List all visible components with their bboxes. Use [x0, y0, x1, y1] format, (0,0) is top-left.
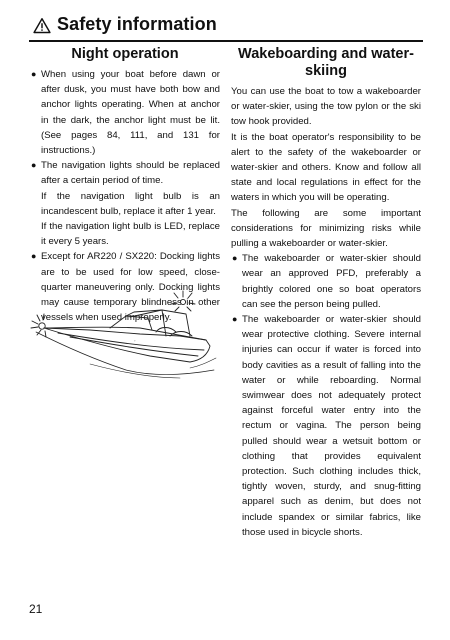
anchor-light-icon	[171, 291, 195, 311]
boat-illustration	[30, 288, 220, 380]
warning-triangle-icon	[33, 17, 51, 34]
wakeboarding-title: Wakeboarding and water-skiing	[238, 46, 414, 79]
section-header	[29, 14, 423, 42]
wakeboarding-section	[231, 46, 421, 540]
bullet-icon: ●	[31, 69, 37, 79]
paragraph: The following are some important considerations for minimizing risks while pulling a wakeboarder or water-skier.	[231, 207, 421, 250]
list-item: ● The wakeboarder or water-skier should wear an approved PFD, preferably a brightly colored one so boat operators can see the person being pulled.	[232, 253, 421, 310]
bullet-icon: ●	[31, 251, 37, 262]
night-operation-title: Night operation	[71, 46, 179, 62]
list-item-note: If the navigation light bulb is an incandescent bulb, replace it after 1 year.	[41, 190, 220, 217]
list-item: ● The navigation lights should be replaced after a certain period of time.	[31, 160, 220, 187]
paragraph: You can use the boat to tow a wakeboarder or water-skier, using the tow pylon or the ski tow hook provided.	[231, 86, 421, 128]
svg-text:◦: ◦	[134, 338, 136, 343]
list-item: ● When using your boat before dawn or after dusk, you must have both bow and anchor lights operating. When at anchor in the dark, the anchor light must be lit. (See pages 84, 111, and 131 for instructions.)	[31, 69, 220, 157]
bullet-icon: ●	[31, 160, 37, 171]
paragraph: It is the boat operator's responsibility to be alert to the safety of the wakeboarder or water-skier and others. Know and follow all state and local regulations in effect for the waters in which you will be operating.	[231, 131, 421, 204]
list-item: ● Except for AR220 / SX220: Docking lights are to be used for low speed, close-quarter maneuvering only. Docking lights may cause temporary blindness in other vessels when used improperly.	[31, 251, 220, 324]
bullet-icon: ●	[232, 253, 238, 264]
page-title: Safety information	[57, 14, 217, 34]
bullet-icon: ●	[232, 314, 238, 325]
page-number: 21	[29, 602, 43, 616]
night-operation-section	[30, 46, 220, 325]
list-item-note: If the navigation light bulb is LED, replace it every 5 years.	[41, 221, 220, 248]
list-item: ● The wakeboarder or water-skier should wear protective clothing. Severe internal injuries can occur if water is forced into body cavities as a result of falling into the water or while reboarding. Normal swimwear does not adequately protect against forceful water entry into the rectum or vagina. The person being pulled should wear a wetsuit bottom or clothing that provides equivalent protection. Such clothing includes thick, tightly woven, sturdy, and snug-fitting apparel such as denim, but does not include spandex or similar fabrics, like those used in bicycle shorts.	[232, 314, 421, 538]
